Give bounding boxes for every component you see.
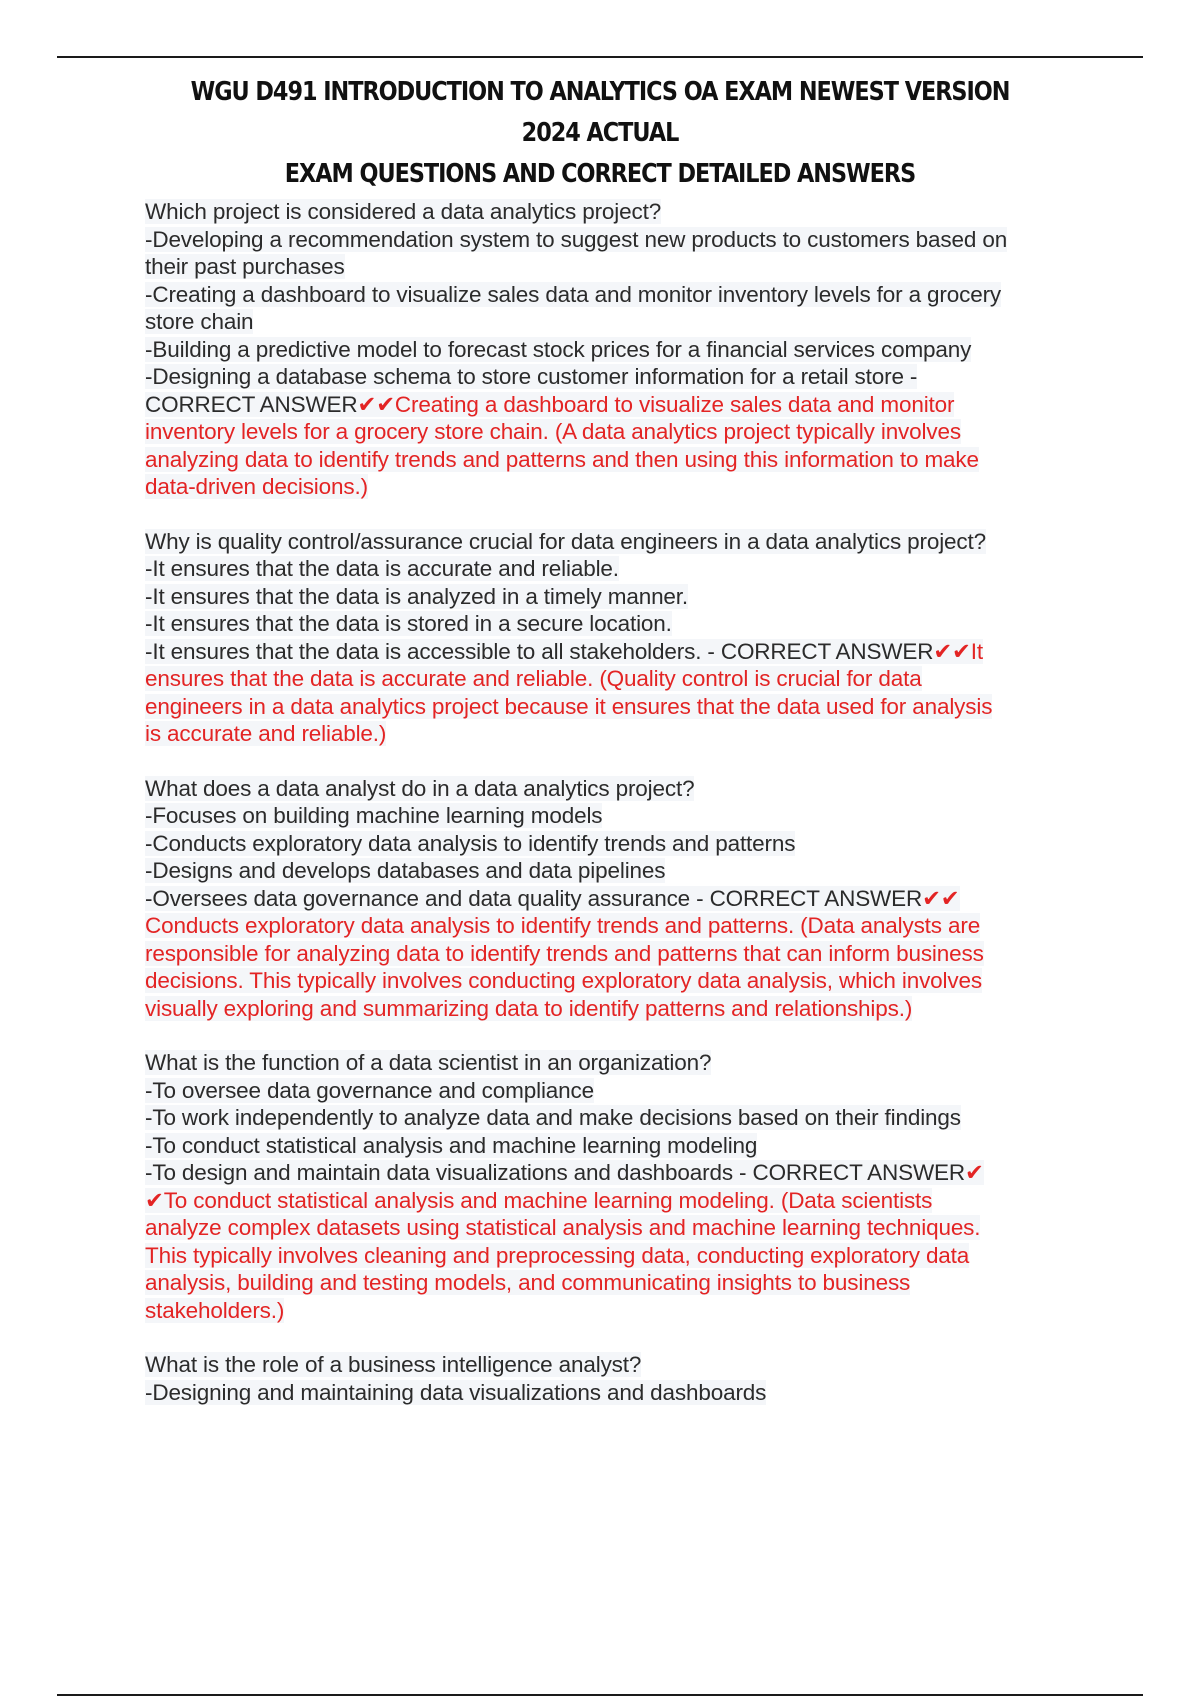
correct-answer-label: -To design and maintain data visualizations and dashboards - CORRECT ANSWER: [145, 1160, 965, 1185]
answer-line: ensures that the data is accurate and reliable. (Quality control is crucial for data: [145, 666, 922, 691]
answer-line: analyzing data to identify trends and patterns and then using this information to make: [145, 446, 979, 472]
answer-line: This typically involves cleaning and preprocessing data, conducting exploratory data: [145, 1242, 970, 1268]
option-line: -Creating a dashboard to visualize sales data and monitor inventory levels for a grocery: [145, 281, 1002, 307]
answer-line: decisions. This typically involves conducting exploratory data analysis, which involves: [145, 968, 982, 993]
option-line: -It ensures that the data is stored in a secure location.: [145, 611, 672, 636]
correct-answer-label: -It ensures that the data is accessible to all stakeholders. - CORRECT ANSWER: [145, 638, 934, 664]
check-mark-icon: ✔: [965, 1160, 984, 1185]
option-line: -To work independently to analyze data and make decisions based on their findings: [145, 1105, 961, 1130]
option-line: -Focuses on building machine learning models: [145, 803, 603, 828]
check-mark-icon: ✔✔: [922, 885, 960, 911]
question-block-4: [145, 1049, 1090, 1324]
question-block-5: [145, 1351, 1090, 1406]
option-line: -It ensures that the data is analyzed in a timely manner.: [145, 583, 688, 609]
check-mark-icon: ✔✔: [933, 638, 971, 664]
option-line: their past purchases: [145, 254, 345, 279]
bottom-rule: [57, 1694, 1143, 1696]
option-line: -Building a predictive model to forecast stock prices for a financial services company: [145, 336, 972, 362]
answer-text: It: [970, 638, 983, 664]
top-rule: [57, 56, 1143, 58]
question-text: Which project is considered a data analytics project?: [145, 199, 662, 224]
answer-line: is accurate and reliable.): [145, 721, 387, 746]
option-line: -It ensures that the data is accurate and reliable.: [145, 556, 619, 581]
document-title: [179, 72, 1022, 195]
answer-line: analyze complex datasets using statistical analysis and machine learning techniques.: [145, 1215, 981, 1240]
option-line: -To conduct statistical analysis and machine learning modeling: [145, 1132, 758, 1158]
option-line: -Designing a database schema to store customer information for a retail store -: [145, 364, 918, 389]
question-block-1: [145, 198, 1090, 501]
answer-line: analysis, building and testing models, and communicating insights to business: [145, 1270, 911, 1295]
question-text: What does a data analyst do in a data analytics project?: [145, 775, 695, 801]
check-mark-icon: ✔: [145, 1187, 164, 1213]
answer-text: Creating a dashboard to visualize sales data and monitor: [394, 391, 955, 417]
question-text: Why is quality control/assurance crucial for data engineers in a data analytics project?: [145, 528, 986, 554]
answer-line: visually exploring and summarizing data to identify patterns and relationships.): [145, 995, 913, 1021]
option-line: -Designing and maintaining data visualizations and dashboards: [145, 1379, 767, 1405]
title-line-2: EXAM QUESTIONS AND CORRECT DETAILED ANSWERS: [284, 159, 916, 189]
question-text: What is the role of a business intelligence analyst?: [145, 1352, 642, 1377]
question-text: What is the function of a data scientist in an organization?: [145, 1050, 712, 1075]
answer-line: responsible for analyzing data to identify trends and patterns that can inform business: [145, 940, 984, 966]
qa-content: [145, 198, 1090, 1433]
option-line: store chain: [145, 309, 254, 334]
answer-text: To conduct statistical analysis and machine learning modeling. (Data scientists: [163, 1187, 933, 1213]
answer-line: stakeholders.): [145, 1297, 285, 1323]
option-line: -Conducts exploratory data analysis to identify trends and patterns: [145, 830, 796, 856]
option-line: -Developing a recommendation system to suggest new products to customers based on: [145, 226, 1008, 252]
option-line: -Designs and develops databases and data pipelines: [145, 858, 666, 883]
answer-line: engineers in a data analytics project because it ensures that the data used for analysis: [145, 693, 993, 719]
answer-line: Conducts exploratory data analysis to identify trends and patterns. (Data analysts are: [145, 913, 981, 938]
correct-answer-label: CORRECT ANSWER: [145, 391, 358, 417]
correct-answer-label: -Oversees data governance and data quality assurance - CORRECT ANSWER: [145, 885, 923, 911]
answer-line: data-driven decisions.): [145, 474, 368, 499]
option-line: -To oversee data governance and compliance: [145, 1077, 594, 1103]
answer-line: inventory levels for a grocery store chain. (A data analytics project typically involves: [145, 419, 961, 444]
question-block-2: [145, 528, 1090, 748]
title-line-1: WGU D491 INTRODUCTION TO ANALYTICS OA EXAM NEWEST VERSION 2024 ACTUAL: [190, 77, 1010, 148]
question-block-3: [145, 775, 1090, 1023]
check-mark-icon: ✔✔: [357, 391, 395, 417]
